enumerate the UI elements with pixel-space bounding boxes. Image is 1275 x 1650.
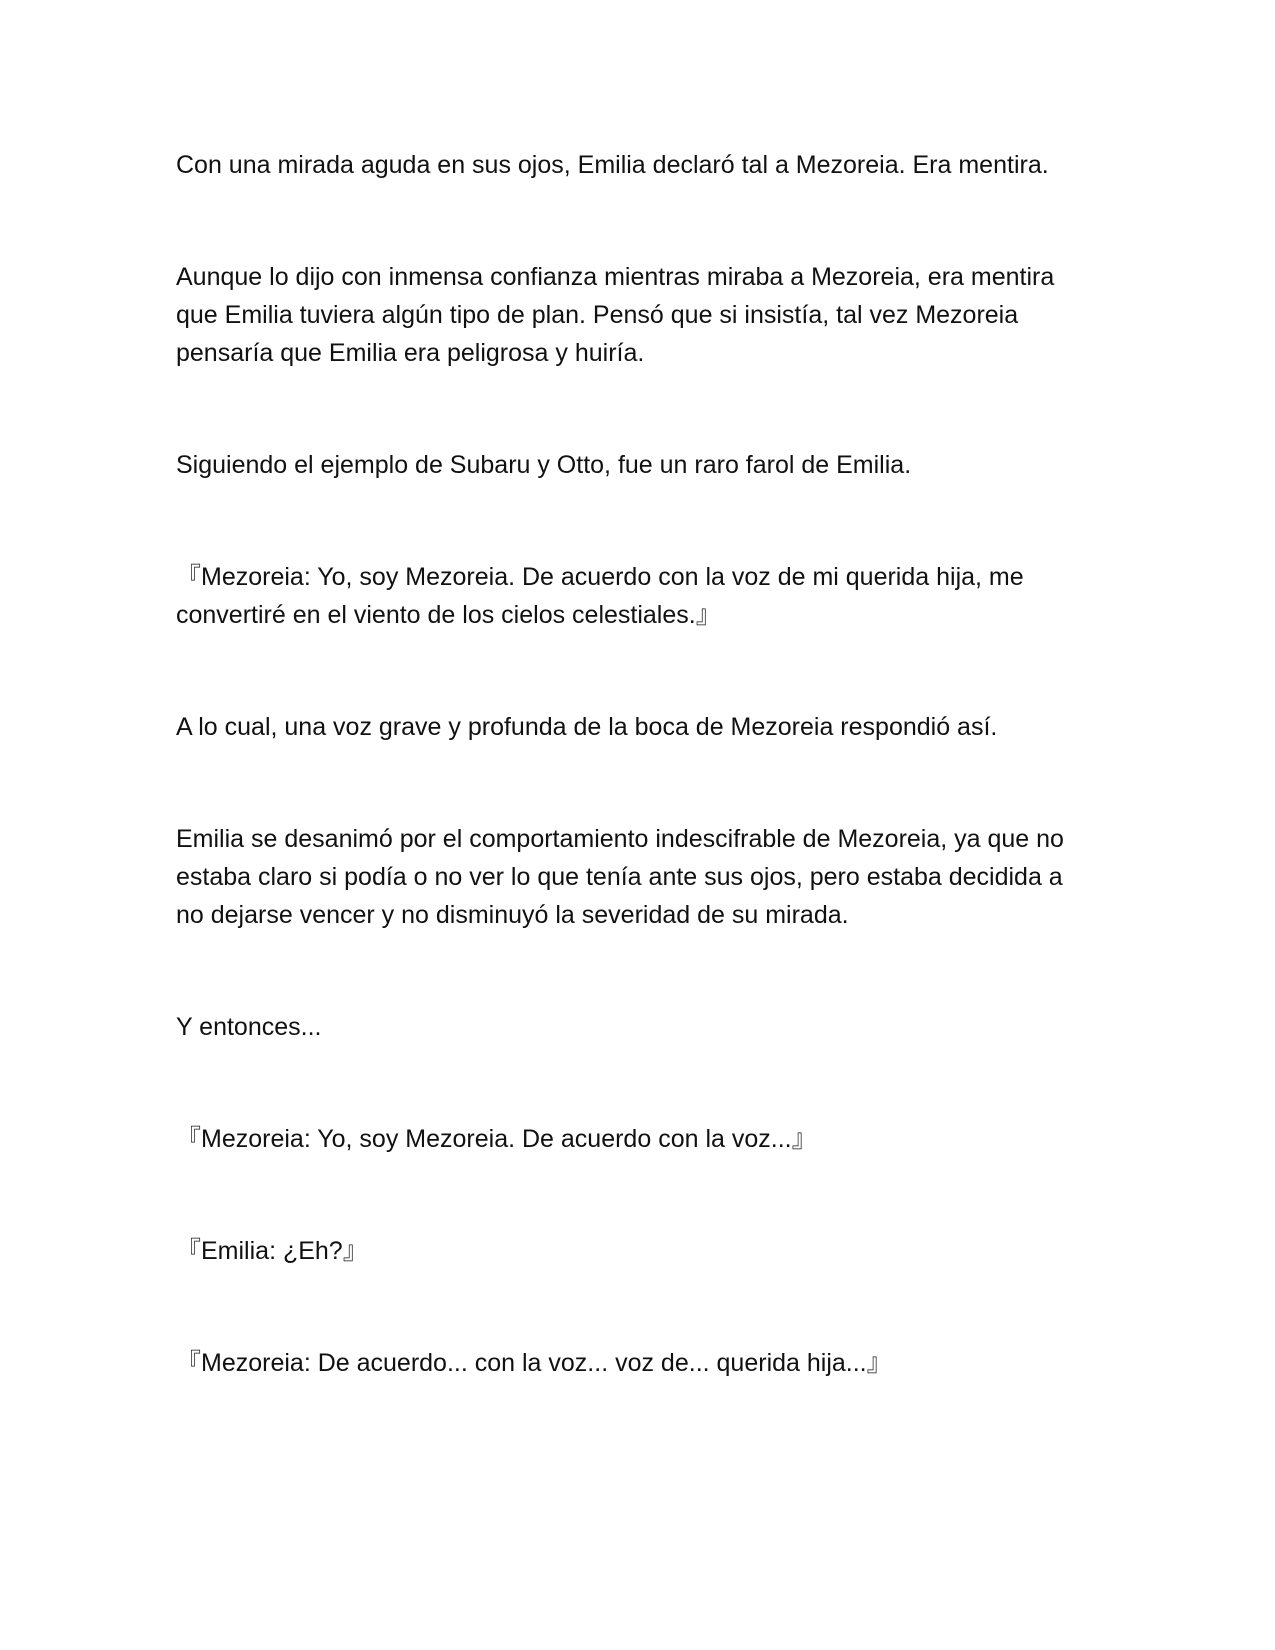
paragraph-5: Emilia se desanimó por el comportamiento indescifrable de Mezoreia, ya que no estaba claro si podía o no ver lo que tenía ante sus ojos, pero estaba decidida a no dejarse vencer y no disminuyó la severidad de su mirada. [176, 825, 1064, 929]
dialogue-mezoreia-1: 『Mezoreia: Yo, soy Mezoreia. De acuerdo con la voz de mi querida hija, me convertiré en el viento de los cielos celestiales.』 [176, 563, 1024, 629]
dialogue-mezoreia-2: 『Mezoreia: Yo, soy Mezoreia. De acuerdo con la voz...』 [176, 1125, 817, 1153]
dialogue-mezoreia-3: 『Mezoreia: De acuerdo... con la voz... voz de... querida hija...』 [176, 1349, 892, 1377]
paragraph-6: Y entonces... [176, 1013, 322, 1041]
dialogue-emilia: 『Emilia: ¿Eh?』 [176, 1237, 368, 1265]
document-body [176, 146, 1096, 1382]
paragraph-2: Aunque lo dijo con inmensa confianza mientras miraba a Mezoreia, era mentira que Emilia tuviera algún tipo de plan. Pensó que si insistía, tal vez Mezoreia pensaría que Emilia era peligrosa y huiría. [176, 263, 1055, 367]
paragraph-1: Con una mirada aguda en sus ojos, Emilia declaró tal a Mezoreia. Era mentira. [176, 151, 1049, 179]
paragraph-3: Siguiendo el ejemplo de Subaru y Otto, fue un raro farol de Emilia. [176, 451, 912, 479]
paragraph-4: A lo cual, una voz grave y profunda de la boca de Mezoreia respondió así. [176, 713, 998, 741]
